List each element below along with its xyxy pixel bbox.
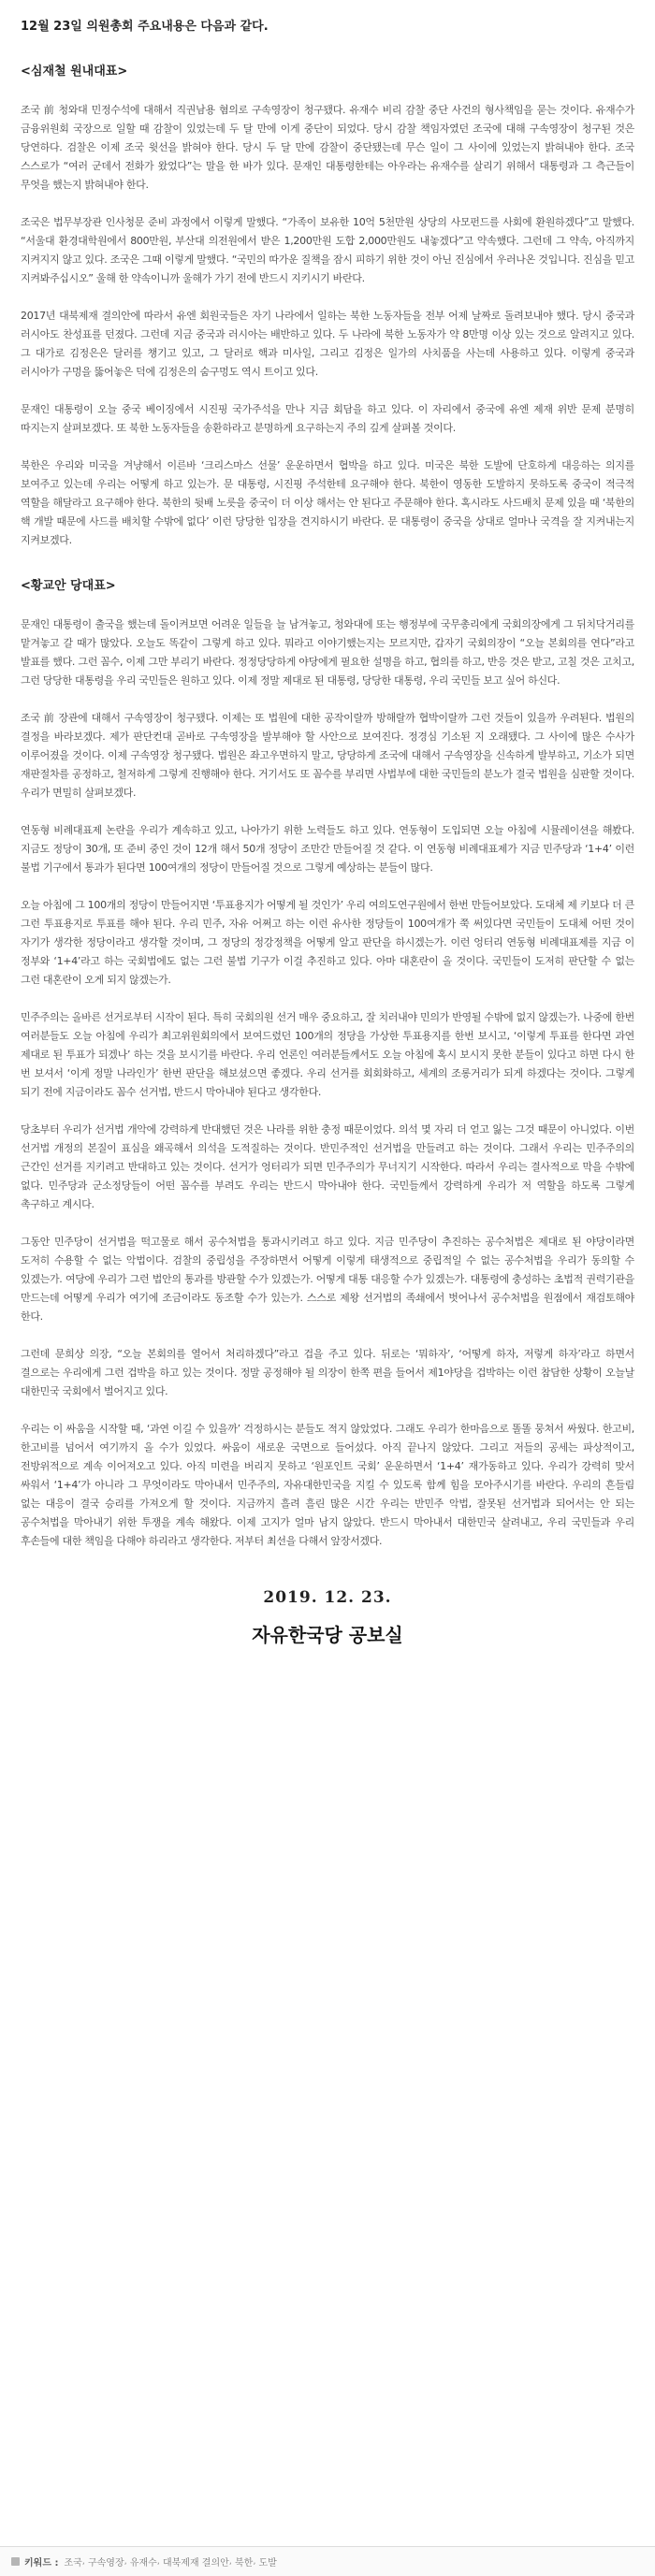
keyword-link[interactable]: 대북제재 결의안 — [162, 2558, 229, 2569]
section-title-sim: <심재철 원내대표> — [21, 65, 128, 79]
paragraph: 북한은 우리와 미국을 겨냥해서 이른바 ‘크리스마스 선물’ 운운하면서 협박을 하고 있다. 미국은 북한 도발에 단호하게 대응하는 의지를 보여주고 있는데 우리는 어떻게 하고 있는가. 문 대통령, 시진핑 주석한테 요구해야 한다. 북한이 영동한 도발하지 못하도록 중국이 적극적 역할을 해달라고 요구해야 한다. 북한의 뒷배 노릇을 중국이 더 이상 해서는 안 된다고 주문해야 한다. 혹시라도 사드배치 문제 있을 때 ‘북한의 핵 개발 때문에 사드를 배치할 수밖에 없다’ 이런 당당한 입장을 견지하시기 바란다. 문 대통령이 중국을 상대로 얼마나 국격을 잘 지켜내는지 지켜보겠다. — [21, 459, 634, 546]
paragraph: 문재인 대통령이 오늘 중국 베이징에서 시진핑 국가주석을 만나 지금 회담을 하고 있다. 이 자리에서 중국에 유엔 제재 위반 문제 분명히 따지는지 살펴보겠다. 또 북한 노동자들을 송환하라고 분명하게 요구하는지 주의 깊게 살펴볼 것이다. — [21, 403, 634, 434]
paragraph: 민주주의는 올바른 선거로부터 시작이 된다. 특히 국회의원 선거 매우 중요하고, 잘 치러내야 민의가 반영될 수밖에 없지 않겠는가. 나중에 한번 여러분들도 오늘 아침에 우리가 최고위원회의에서 보여드렸던 100개의 정당을 가상한 투표용지를 한번 보시고, ‘이렇게 투표를 한다면 과연 제대로 된 투표가 되겠나’ 하는 것을 보시기를 바란다. 우리 언론인 여러분들께서도 오늘 아침에 혹시 보시지 못한 분들이 있다고 하면 다시 한 번 보셔서 ‘이게 정말 나라인가’ 한번 판단을 해보셨으면 좋겠다. 우리 선거를 회회화하고, 세계의 조롱거리가 되게 하겠다는 것이다. 그렇게 되기 전에 지금이라도 꼼수 선거법, 반드시 막아내야 된다고 생각한다. — [21, 1011, 634, 1098]
paragraph: 2017년 대북제재 결의안에 따라서 유엔 회원국들은 자기 나라에서 일하는 북한 노동자들을 전부 어제 날짜로 돌려보내야 했다. 당시 중국과 러시아도 찬성표를 던졌다. 그런데 지금 중국과 러시아는 배반하고 있다. 두 나라에 북한 노동자가 약 8만명 이상 있는 것으로 알려지고 있다. 그 대가로 김정은은 달러를 챙기고 있고, 그 달러로 핵과 미사일, 그리고 김정은 일가의 사치품을 사는데 사용하고 있다. 이렇게 중국과 러시아가 구멍을 뚫어놓은 덕에 김정은의 숨구멍도 역시 트이고 있다. — [21, 310, 634, 378]
tag-icon — [11, 2557, 20, 2566]
paragraph: 그동안 민주당이 선거법을 떡고물로 해서 공수처법을 통과시키려고 하고 있다. 지금 민주당이 추진하는 공수처법은 제대로 된 야당이라면 도저히 수용할 수 없는 악법이다. 검찰의 중립성을 주장하면서 어떻게 이렇게 태생적으로 중립적일 수 없는 공수처법을 우리가 동의할 수 있겠는가. 여당에 우리가 그런 법안의 통과를 방관할 수가 있겠는가. 어떻게 대통 대응할 수가 있겠는가. 대통령에 충성하는 초법적 권력기관을 만드는데 어떻게 우리가 여기에 조금이라도 동조할 수가 있는가. 스스로 제왕 선거법의 족쇄에서 벗어나서 공수처법을 원점에서 재검토해야 한다. — [21, 1236, 634, 1323]
keyword-link[interactable]: 조국 — [64, 2558, 82, 2569]
keyword-label: 키워드 : — [24, 2558, 59, 2569]
keyword-link[interactable]: 북한 — [234, 2558, 254, 2569]
keyword-link[interactable]: 유재수 — [129, 2558, 157, 2569]
paragraph: 조국 前 청와대 민정수석에 대해서 직권남용 혐의로 구속영장이 청구됐다. 유재수 비리 감찰 중단 사건의 형사책임을 묻는 것이다. 유재수가 금융위원회 국장으로 일할 때 감찰이 있었는데 두 달 만에 이게 중단이 되었다. 당시 감찰 책임자였던 조국에 대해 구속영장이 청구된 것은 당연하다. 검찰은 이제 조국 윗선을 밝혀야 한다. 당시 두 달 만에 감찰이 중단됐는데 무슨 일이 그 사이에 있었는지 밝혀내야 한다. 조국 스스로가 “여러 군데서 전화가 왔었다”는 말을 한 바가 있다. 문재인 대통령한테는 아우라는 유재수를 살리기 위해서 대통령과 그 측근들이 무엇을 했는지 밝혀내야 한다. — [21, 104, 634, 191]
paragraph: 오늘 아침에 그 100개의 정당이 만들어지면 ‘투표용지가 어떻게 될 것인가’ 우리 여의도연구원에서 한번 만들어보았다. 도대체 제 키보다 더 큰 그런 투표용지로 투표를 해야 된다. 우리 민주, 자유 어쩌고 하는 이런 유사한 정당들이 100여개가 쭉 써있다면 국민들이 도대체 어떤 것이 자기가 생각한 정당이라고 생각할 것이며, 그 정당의 정강정책을 어떻게 알고 판단을 하시겠는가. 이런 엉터리 연동형 비례대표제를 지금 이 정부와 ‘1+4’라고 하는 국회법에도 없는 그런 불법 기구가 이걸 추진하고 있다. 아마 대혼란이 올 것이다. 국민들이 도저히 판단할 수 없는 그런 대혼란이 오게 되지 않겠는가. — [21, 899, 634, 986]
section-title-hwang: <황교안 당대표> — [21, 579, 116, 593]
paragraph: 그런데 문희상 의장, “오늘 본회의를 열어서 처리하겠다”라고 겁을 주고 있다. 뒤로는 ‘뭐하자’, ‘어떻게 하자, 저렇게 하자’라고 하면서 결으로는 우리에게 그런 겁박을 하고 있는 것이다. 정말 공정해야 될 의장이 한쪽 편을 들어서 제1야당을 겁박하는 이런 참담한 상황이 오늘날 대한민국 국회에서 벌어지고 있다. — [21, 1348, 634, 1397]
keyword-bar: 키워드 : 조국 , 구속영장 , 유재수 , 대북제재 결의안 , 북한 , 도발 — [0, 2546, 655, 2576]
paragraph: 연동형 비례대표제 논란을 우리가 계속하고 있고, 나아가기 위한 노력들도 하고 있다. 연동형이 도입되면 오늘 아침에 시뮬레이션을 해봤다. 지금도 정당이 30개, 또 준비 중인 것이 12개 해서 50개 정당이 조만간 만들어질 것 같다. 이 연동형 비례대표제가 지금 민주당과 ‘1+4’ 이런 불법 기구에서 통과가 된다면 100여개의 정당이 만들어질 것으로 그렇게 예상하는 분들이 많다. — [21, 824, 635, 874]
keyword-link[interactable]: 도발 — [258, 2558, 277, 2569]
closing-block — [21, 1588, 634, 1647]
paragraph: 당초부터 우리가 선거법 개악에 강력하게 반대했던 것은 나라를 위한 충정 때문이었다. 의석 몇 자리 더 얻고 잃는 그것 때문이 아니었다. 이번 선거법 개정의 본질이 표심을 왜곡해서 의석을 도적질하는 것이다. 반민주적인 선거법을 만들려고 하는 것이다. 그래서 우리는 민주주의의 근간인 선거를 지키려고 반대하고 있는 것이다. 선거가 엉터리가 되면 민주주의가 무너지기 시작한다. 따라서 우리는 결사적으로 막을 수밖에 없다. 민주당과 군소정당들이 어떤 꼼수를 부려도 우리는 반드시 막아내야 한다. 국민들께서 강력하게 우리가 저 역할을 하도록 그렇게 촉구하고 계시다. — [21, 1123, 634, 1210]
release-date: 2019. 12. 23. — [263, 1588, 392, 1607]
keyword-link[interactable]: 구속영장 — [87, 2558, 124, 2569]
paragraph: 우리는 이 싸움을 시작할 때, ‘과연 이길 수 있을까’ 걱정하시는 분들도 적지 않았었다. 그래도 우리가 한마음으로 똘똘 뭉쳐서 싸웠다. 한고비, 한고비를 넘어서 여기까지 올 수가 있었다. 싸움이 새로운 국면으로 들어섰다. 아직 끝나지 않았다. 그리고 저들의 공세는 파상적이고, 전방위적으로 계속 이어져오고 있다. 아직 미련을 버리지 못하고 ‘원포인트 국회’ 운운하면서 ‘1+4’ 재가동하고 있다. 우리가 강력히 맞서 싸워서 ‘1+4’가 아니라 그 무엇이라도 막아내서 민주주의, 자유대한민국을 지킬 수 있도록 함께 힘을 모아주시기를 바란다. 우리의 흔들림 없는 대응이 결국 승리를 가져오게 할 것이다. 지금까지 흘려 흘린 많은 시간 우리는 반민주 악법, 잘못된 선거법과 되어서는 안 되는 공수처법을 막아내기 위한 투쟁을 계속 해왔다. 이제 고지가 얼마 남지 않았다. 반드시 막아내서 대한민국 살려내고, 우리 국민들과 우리 후손들에 대한 책임을 다해야 하리라고 생각한다. 저부터 최선을 다해서 앞장서겠다. — [21, 1423, 634, 1547]
section-hwang-kyo-ahn — [21, 578, 634, 1551]
section-sim-jae-chul — [21, 64, 634, 550]
paragraph: 조국은 법무부장관 인사청문 준비 과정에서 이렇게 말했다. “가족이 보유한 10억 5천만원 상당의 사모펀드를 사회에 환원하겠다”고 말했다. “서울대 환경대학원에서 800만원, 부산대 의전원에서 받은 1,200만원 도합 2,000만원도 내놓겠다”고 약속했다. 그런데 그 약속, 아직까지 지켜지지 않고 있다. 조국은 그때 이렇게 말했다. “국민의 따가운 질책을 잠시 피하기 위한 것이 아닌 진심에서 우러나온 것입니다. 진심을 믿고 지켜봐주십시오” 울해 한 약속이니까 울해가 가기 전에 반드시 지키시기 바란다. — [21, 216, 634, 284]
intro-text: 12월 23일 의원총회 주요내용은 다음과 같다. — [21, 20, 269, 34]
paragraph: 조국 前 장관에 대해서 구속영장이 청구됐다. 이제는 또 법원에 대한 공작이랄까 방해랄까 협박이랄까 그런 것들이 있을까 우려된다. 법원의 결정을 바라보겠다. 제가 판단컨대 곧바로 구속영장을 발부해야 할 사안으로 보여진다. 정경심 기소된 지 오래됐다. 그 사이에 많은 수사가 이루어졌을 것이다. 이제 구속영장 청구됐다. 법원은 좌고우면하지 말고, 당당하게 조국에 대해서 구속영장을 신속하게 발부하고, 기소가 되면 재판절차를 공정하고, 철저하게 그렇게 진행해야 한다. 거기서도 또 꼼수를 부리면 사법부에 대한 국민들의 분노가 결국 법원을 심판할 것이다. 우리가 면밀히 살펴보겠다. — [21, 712, 634, 799]
paragraph: 문재인 대통령이 출국을 했는데 돌이켜보면 어려운 일들을 늘 남겨놓고, 청와대에 또는 행정부에 국무총리에게 국회의장에게 그 뒤치닥거리를 맡겨놓고 갈 때가 많았다. 오늘도 똑같이 그렇게 하고 있다. 뭐라고 이야기했는지는 모르지만, 갑자기 국회의장이 “오늘 본회의를 연다”라고 발표를 했다. 그런 꼼수, 이제 그만 부리기 바란다. 정정당당하게 야당에게 필요한 설명을 하고, 협의를 하고, 반응 것은 받고, 고칠 것은 고치고, 그런 당당한 대통령을 우리 국민들은 원하고 있다. 이제 정말 제대로 된 대통령, 당당한 대통령, 우리 국민들 보고 싶어 하신다. — [21, 618, 634, 687]
issuer-name: 자유한국당 공보실 — [252, 1624, 403, 1646]
